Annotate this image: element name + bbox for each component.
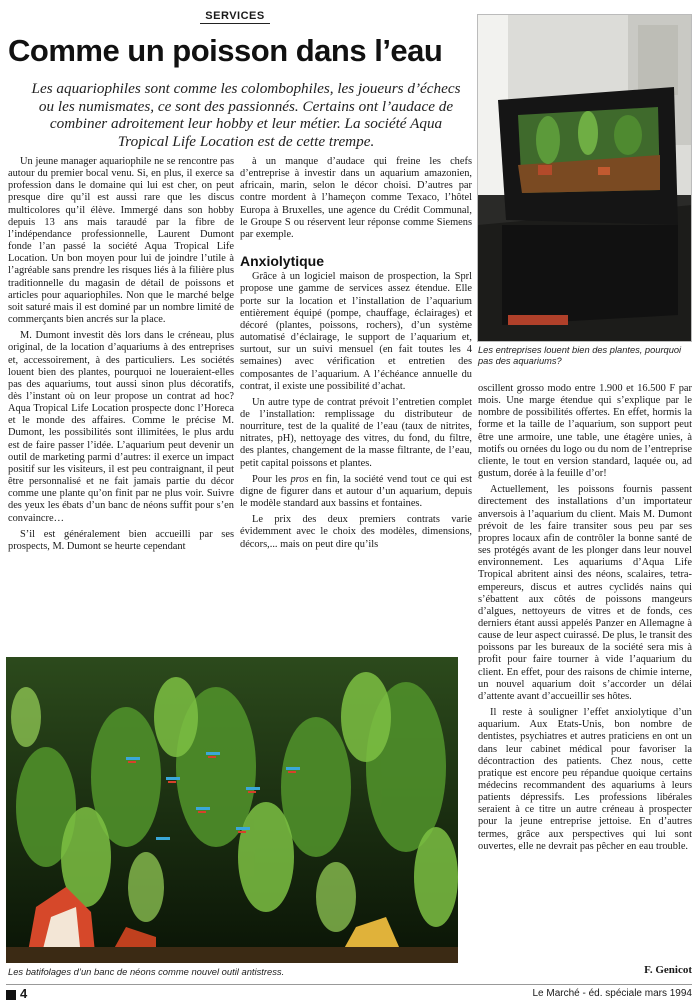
column-2 [240, 156, 472, 555]
paragraph: Actuellement, les poissons fournis passent directement des installations d’un importateur anversois à l’aquarium du client. Mais M. Dumont prévoit de les faire transiter sous peu par ses propres locaux afin de contrôler la bonne santé de ses protégés avant de les plonger dans leur nouvel environnement. Les aquariums d’Aqua Life Tropical abritent ainsi des néons, scalaires, tetra-empereurs, discus et autres cyclidés nains qui s’ébattent aux côtés de poissons mangeurs d’algues, nettoyeurs de vitres et de fonds, ces derniers étant aussi appelés Panzer en Allemagne à cause de leur aspect cuirassé. De plus, le transit des poissons par les bureaux de la société sera mis à profit pour faire tourner à vide l’aquarium du client. En effet, pour des raisons de chimie interne, un nouvel aquarium doit s’accorder un délai d’attente avant d’accueillir ses hôtes. [478, 484, 692, 702]
publication-footer: Le Marché - éd. spéciale mars 1994 [532, 988, 692, 999]
author-signature: F. Genicot [644, 964, 692, 976]
section-label: SERVICES [200, 10, 270, 24]
office-aquarium-photo [477, 14, 692, 342]
paragraph: M. Dumont investit dès lors dans le créneau, plus original, de la location d’aquariums à des entreprises et, accessoirement, à des particuliers. Les sociétés louent bien des plantes, pourquoi ne loueraient-elles pas des aquariums, tout aussi sinon plus décoratifs, dès l’instant où on leur propose un contrat ad hoc? Aqua Tropical Life Location prospecte donc l’Horeca et le monde des affaires. Comme le précise M. Dumont, les possibilités sont illimitées, le plus ardu est de faire passer l’idée. L’aquarium peut devenir un outil de marketing parmi d’autres: il exerce un impact positif sur les visiteurs, il est peu contraignant, il peut être personnalisé et ne fait jamais partie du décor comme une plante qu’on finit par ne plus voir. Suivre des yeux les ébats d’un banc de néons suffit pour s’en convaincre… [8, 330, 234, 524]
text-run: en fin, la société vend tout ce qui est digne de figurer dans et autour d’un aquarium, depuis le modèle standard aux bassins et fontaines. [240, 473, 472, 510]
paragraph: Le prix des deux premiers contrats varie évidemment avec le choix des modèles, dimensions, décors,... mais on peut dire qu’ils [240, 514, 472, 550]
paragraph: Un jeune manager aquariophile ne se rencontre pas autour du premier bocal venu. Si, en plus, il exerce sa profession dans le domaine qui lui est cher, on peut presque dire qu’il est aussi rare que les discus multicolores qu’il élève. Immergé dans son hobby depuis 13 ans mais taraudé par la fibre de l’indépendance professionnelle, Laurent Dumont fonde l’an passé la société Aqua Tropical Life Location. Un bon moyen pour lui de joindre l’utile à l’agréable sans prendre les risques liés à la filière plus traditionnelle du magasin de détail de poissons et articles pour aquariophiles. Non que le marché belge soit saturé mais il est dominé par un nombre limité de commerçants bien ancrés sur la place. [8, 156, 234, 326]
footer-divider [6, 984, 692, 985]
paragraph: à un manque d’audace qui freine les chefs d’entreprise à investir dans un aquarium amazonien, africain, marin, selon le décor choisi. D’autres par contre mordent à l’hameçon comme Texaco, l’hôtel Europa à Bruxelles, une agence du Crédit Communal, le Groupe S ou réservent leur réponse comme Siemens par exemple. [240, 156, 472, 240]
page-marker-square [6, 990, 16, 1000]
emphasis: pros [290, 473, 309, 485]
paragraph: S’il est généralement bien accueilli par ses prospects, M. Dumont se heurte cependant [8, 528, 234, 552]
neon-fish-aquarium-illustration [6, 657, 458, 963]
column-3 [478, 383, 692, 857]
paragraph: Grâce à un logiciel maison de prospection, la Sprl propose une gamme de services assez étendue. Elle porte sur la location et l’installation de l’aquarium entièrement équipé (pompe, chauffage, éclairages) et décoré (plantes, poissons, rochers), d’un système automatisé d’éclairage, le support de l’aquarium et, surtout, sur un suivi mensuel (en fait toutes les 4 semaines) avec vérification et entretien des composantes de l’aquarium. A l’échéance annuelle du contrat, il existe une possibilité d’achat. [240, 271, 472, 392]
paragraph: Un autre type de contrat prévoit l’entretien complet de l’installation: remplissage du distributeur de nourriture, test de la qualité de l’eau (taux de nitrites, nitrates, pH), nettoyage des vitres, du fond, du filtre, des plantes, changement de la masse filtrante, de l’eau, petit capital poissons et plantes. [240, 396, 472, 469]
office-aquarium-illustration [478, 15, 692, 342]
paragraph: oscillent grosso modo entre 1.900 et 16.500 F par mois. Une marge étendue qui s’explique par le nombre de possibilités offertes. En effet, hormis la forme et la taille de l’aquarium, son support peut être une armoire, une table, une étagère unies, à motifs ou ornées du logo ou du nom de l’entreprise cliente, le tout en version standard, laquée ou, ad gustum, dorée à la feuille d’or! [478, 383, 692, 480]
paragraph [240, 474, 472, 510]
paragraph: Il reste à souligner l’effet anxiolytique d’un aquarium. Aux Etats-Unis, bon nombre de dentistes, psychiatres et autres praticiens en ont un dans leur cabinet médical pour favoriser la décontraction des patients. Chez nous, cette pratique est encore peu répandue quoique certains médecins recommandent des aquariums à leurs patients dépressifs. Les professions libérales seraient à ce titre un autre créneau à prospecter pour la jeune entreprise jettoise. En d’autres termes, grâce aux perspectives qui lui sont ouvertes, elle ne devrait pas pêcher en eau trouble. [478, 707, 692, 852]
photo-caption-main: Les batifolages d’un banc de néons comme nouvel outil antistress. [8, 966, 285, 977]
text-run: Pour les [252, 473, 291, 485]
aquarium-photo [6, 657, 458, 963]
article-lede: Les aquariophiles sont comme les colombophiles, les joueurs d’échecs ou les numismates, ce sont des passionnés. Certains ont l’audace de combiner adroitement leur hobby et leur métier. La société Aqua Tropical Life Location est de cette trempe. [31, 80, 461, 150]
photo-caption-top: Les entreprises louent bien des plantes, pourquoi pas des aquariums? [478, 345, 682, 366]
subheading: Anxiolytique [240, 253, 325, 270]
article-title: Comme un poisson dans l’eau [8, 33, 443, 68]
page-number: 4 [20, 986, 28, 1001]
column-1 [8, 156, 234, 557]
